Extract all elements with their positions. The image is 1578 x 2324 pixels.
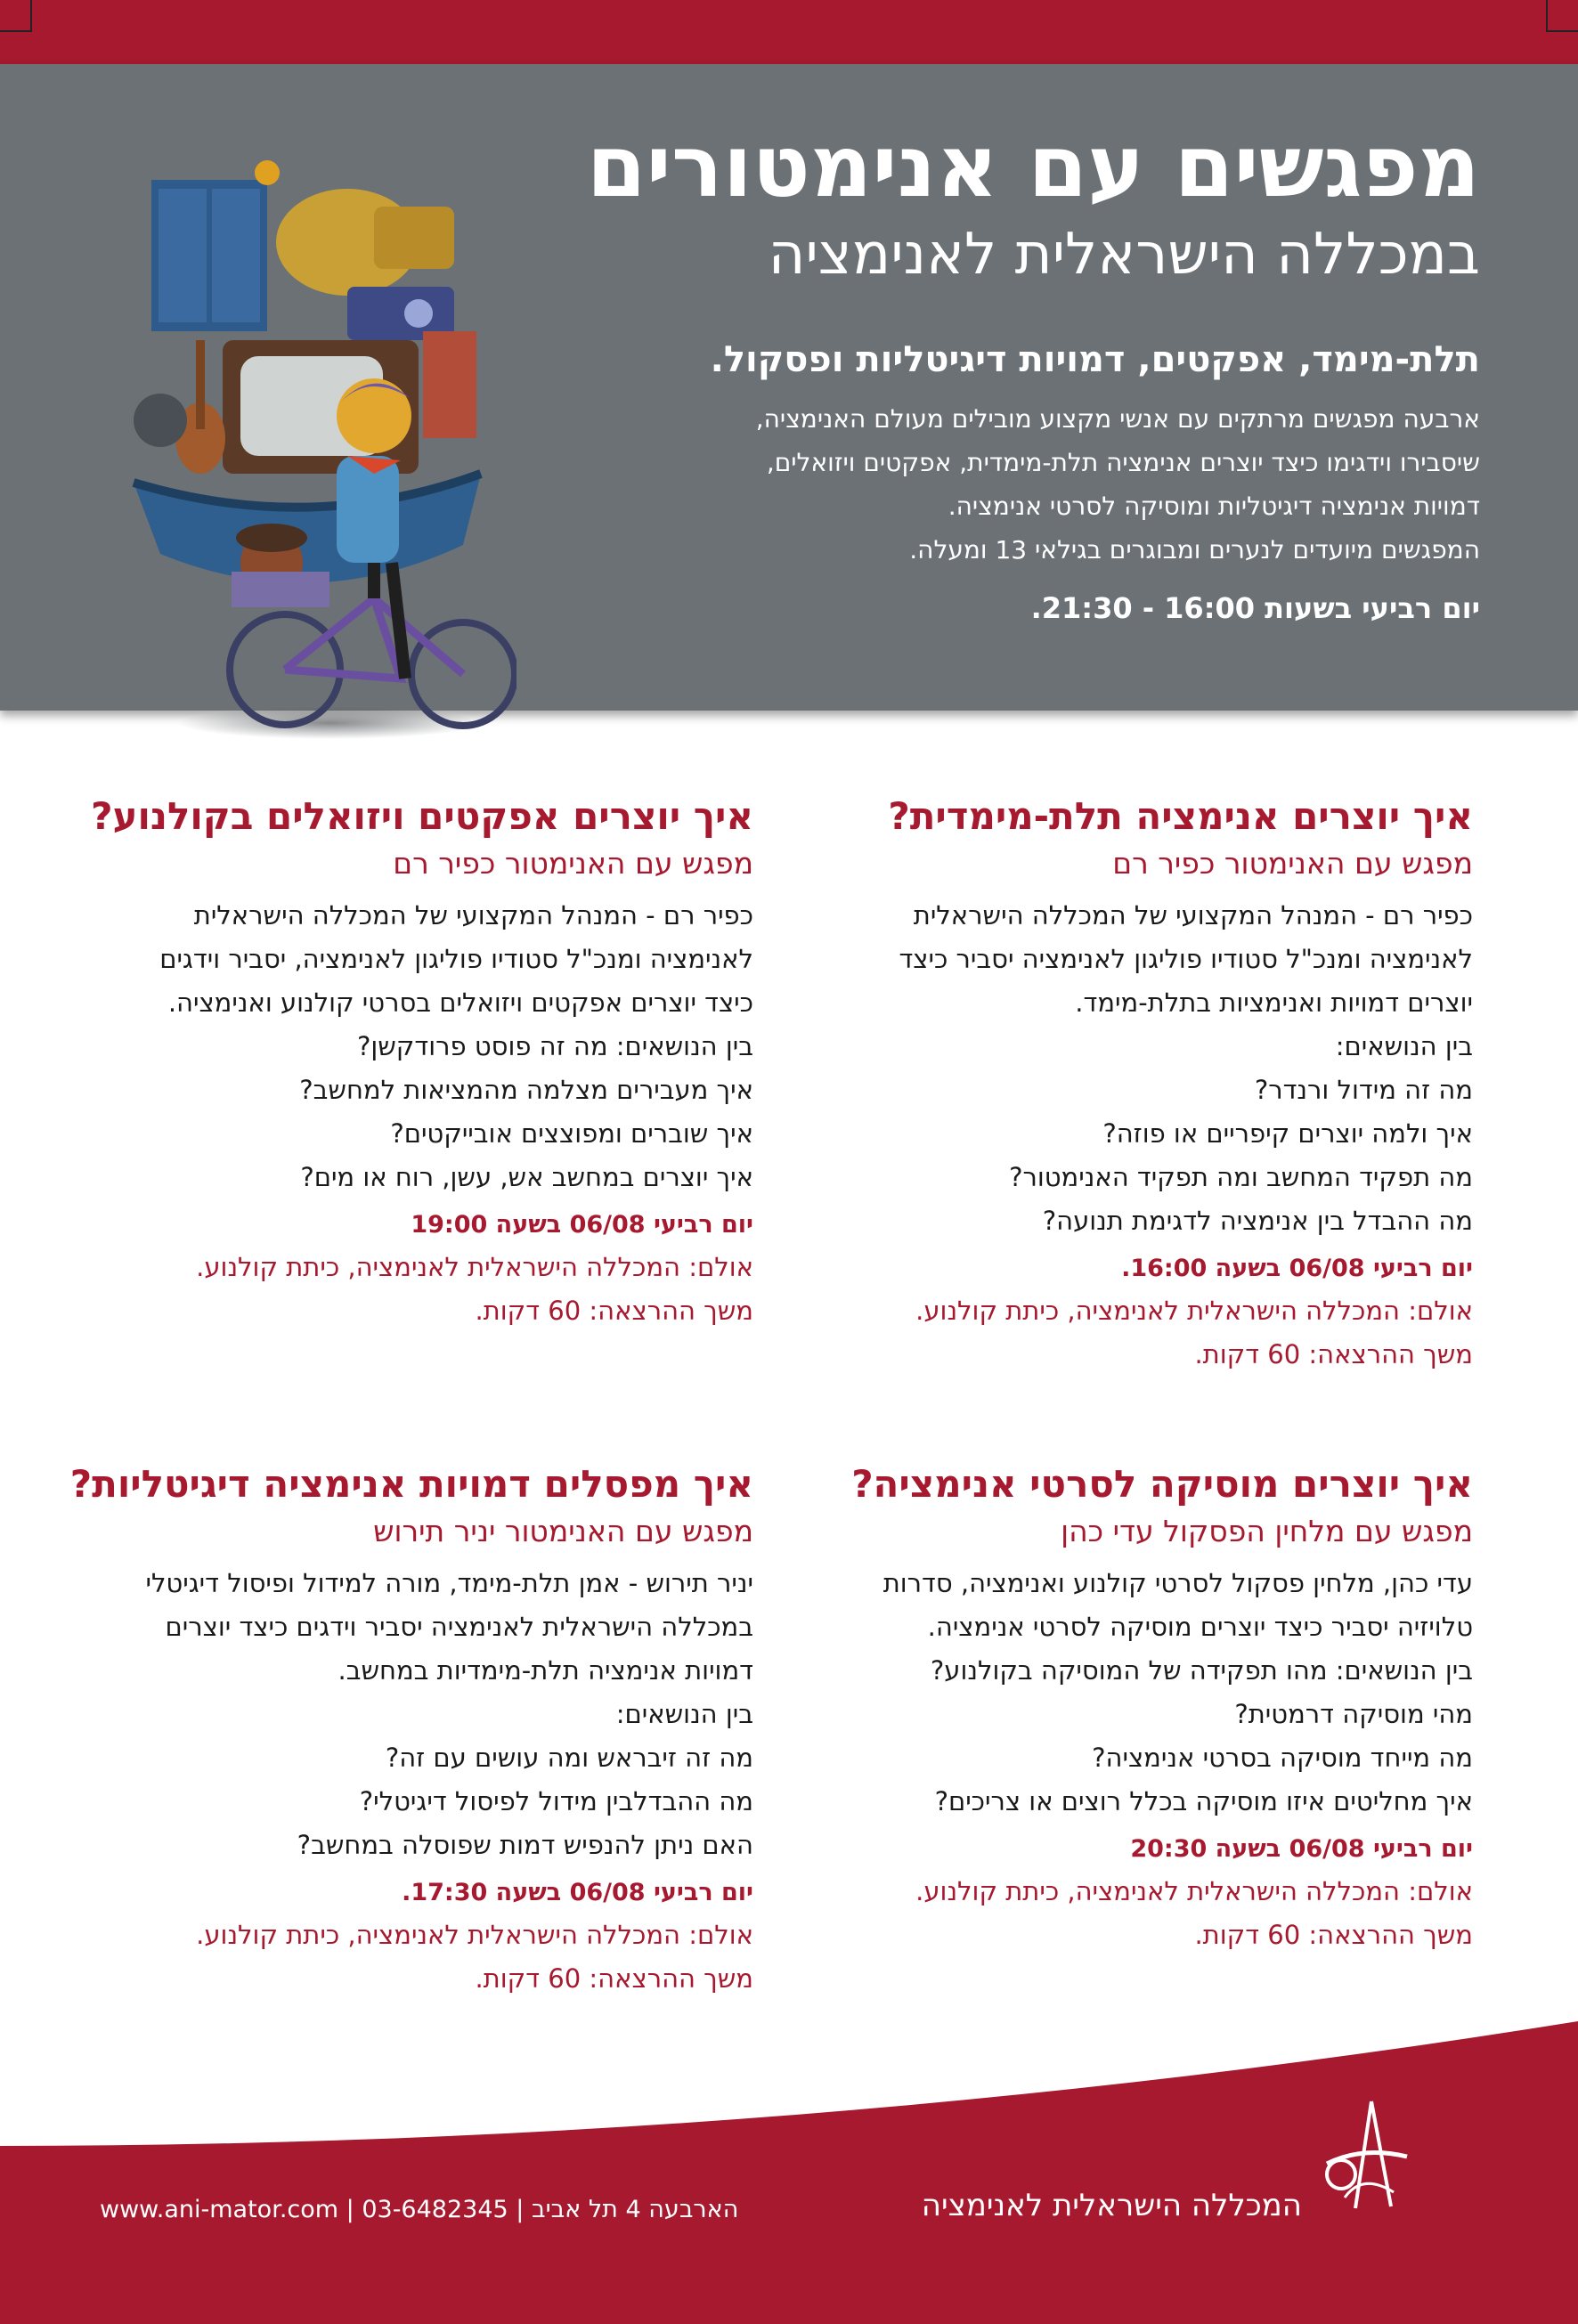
event-description-line: בין הנושאים: מה זה פוסט פרודקשן? — [356, 1031, 753, 1061]
event-description-line: לאנימציה ומנכ"ל סטודיו פוליגון לאנימציה, יסביר וידגים — [159, 944, 753, 974]
event-description-line: יוצרים דמויות ואנימציות בתלת-מימד. — [1075, 987, 1473, 1018]
hero-description-line: ארבעה מפגשים מרתקים עם אנשי מקצוע מובילים מעולם האנימציה, — [755, 404, 1480, 434]
hero-schedule: יום רביעי בשעות 16:00 - 21:30. — [1030, 591, 1480, 625]
hero-text-block — [518, 118, 1480, 630]
hero-banner — [0, 64, 1578, 711]
event-title: איך מפסלים דמויות אנימציה דיגיטליות? — [69, 1462, 753, 1506]
school-logo — [1309, 2092, 1416, 2217]
event-venue: אולם: המכללה הישראלית לאנימציה, כיתת קולנוע. — [196, 1920, 753, 1950]
event-description-line: איך שוברים ומפוצצים אובייקטים? — [390, 1118, 753, 1149]
crop-mark-top-left — [0, 0, 32, 32]
event-duration: משך ההרצאה: 60 דקות. — [1194, 1920, 1473, 1950]
event-description-line: איך מעבירים מצלמה מהמציאות למחשב? — [299, 1075, 753, 1105]
bicycle-character-illustration — [107, 153, 517, 741]
event-description-line: איך מחליטים איזו מוסיקה בכלל רוצים או צריכים? — [934, 1786, 1473, 1816]
event-title: איך יוצרים אפקטים ויזואלים בקולנוע? — [91, 794, 753, 838]
footer-school-name: המכללה הישראלית לאנימציה — [921, 2188, 1302, 2223]
event-description-line: עדי כהן, מלחין פסקול לסרטי קולנוע ואנימציה, סדרות — [883, 1568, 1473, 1598]
event-description-line: מה ההבדל בין אנימציה לדגימת תנועה? — [1042, 1206, 1473, 1236]
event-date: יום רביעי 06/08 בשעה 17:30. — [402, 1879, 753, 1906]
event-date: יום רביעי 06/08 בשעה 16:00. — [1121, 1255, 1473, 1282]
event-description-line: לאנימציה ומנכ"ל סטודיו פוליגון לאנימציה יסביר כיצד — [899, 944, 1473, 974]
top-band — [0, 0, 1578, 64]
event-duration: משך ההרצאה: 60 דקות. — [475, 1296, 753, 1326]
event-description-line: האם ניתן להנפיש דמות שפוסלה במחשב? — [297, 1830, 753, 1860]
event-duration: משך ההרצאה: 60 דקות. — [475, 1963, 753, 1994]
page-subtitle: במכללה הישראלית לאנימציה — [768, 222, 1480, 288]
event-description-line: דמויות אנימציה תלת-מימדיות במחשב. — [338, 1655, 753, 1686]
event-description-line: טלויזיה יסביר כיצד יוצרים מוסיקה לסרטי אנימציה. — [927, 1612, 1473, 1642]
event-description-line: מה תפקיד המחשב ומה תפקיד האנימטור? — [1009, 1162, 1473, 1192]
hero-description-line: המפגשים מיועדים לנערים ומבוגרים בגילאי 13 ומעלה. — [909, 535, 1480, 565]
event-description-line: במכללה הישראלית לאנימציה יסביר וידגים כיצד יוצרים — [165, 1612, 753, 1642]
event-description-line: מה ההבדלבין מידול לפיסול דיגיטלי? — [359, 1786, 753, 1816]
event-description-line: מהי מוסיקה דרמטית? — [1234, 1699, 1473, 1729]
event-host: מפגש עם האנימטור כפיר רם — [1112, 846, 1473, 881]
event-description-line: מה זה מידול ורנדר? — [1254, 1075, 1473, 1105]
hero-tagline: תלת-מימד, אפקטים, דמויות דיגיטליות ופסקול. — [710, 339, 1480, 380]
event-description-line: איך ולמה יוצרים קיפריים או פוזה? — [1102, 1118, 1473, 1149]
event-description-line: מה מייחד מוסיקה בסרטי אנימציה? — [1092, 1743, 1473, 1773]
event-description-line: כפיר רם - המנהל המקצועי של המכללה הישראלית — [193, 900, 753, 930]
event-title: איך יוצרים אנימציה תלת-מימדית? — [888, 794, 1473, 838]
event-description-line: כפיר רם - המנהל המקצועי של המכללה הישראלית — [913, 900, 1473, 930]
event-description-line: יניר תירוש - אמן תלת-מימד, מורה למידול ופיסול דיגיטלי — [145, 1568, 753, 1598]
event-date: יום רביעי 06/08 בשעה 19:00 — [411, 1211, 753, 1239]
page-title: מפגשים עם אנימטורים — [586, 117, 1480, 216]
event-description-line: בין הנושאים: — [1335, 1031, 1473, 1061]
event-host: מפגש עם האנימטור כפיר רם — [393, 846, 753, 881]
event-animation-music — [787, 1460, 1473, 1957]
event-description-line: מה זה זיבראש ומה עושים עם זה? — [385, 1743, 753, 1773]
event-date: יום רביעי 06/08 בשעה 20:30 — [1130, 1835, 1473, 1863]
event-description-line: בין הנושאים: מהו תפקידה של המוסיקה בקולנוע? — [930, 1655, 1473, 1686]
event-title: איך יוצרים מוסיקה לסרטי אנימציה? — [851, 1462, 1473, 1506]
event-venue: אולם: המכללה הישראלית לאנימציה, כיתת קולנוע. — [915, 1296, 1473, 1326]
event-description-line: בין הנושאים: — [615, 1699, 753, 1729]
footer-contact-info: www.ani-mator.com | 03-6482345 | הארבעה 4 תל אביב — [100, 2196, 739, 2223]
event-visual-effects — [68, 792, 753, 1333]
event-venue: אולם: המכללה הישראלית לאנימציה, כיתת קולנוע. — [915, 1876, 1473, 1906]
event-description-line: כיצד יוצרים אפקטים ויזואלים בסרטי קולנוע ואנימציה. — [167, 987, 753, 1018]
event-venue: אולם: המכללה הישראלית לאנימציה, כיתת קולנוע. — [196, 1252, 753, 1282]
event-host: מפגש עם מלחין הפסקול עדי כהן — [1061, 1514, 1473, 1548]
crop-mark-top-right — [1546, 0, 1578, 32]
event-digital-sculpting — [68, 1460, 753, 2001]
hero-description-line: דמויות אנימציה דיגיטליות ומוסיקה לסרטי אנימציה. — [948, 492, 1480, 521]
event-duration: משך ההרצאה: 60 דקות. — [1194, 1339, 1473, 1369]
event-3d-animation — [787, 792, 1473, 1377]
event-description-line: איך יוצרים במחשב אש, עשן, רוח או מים? — [300, 1162, 753, 1192]
hero-description-line: שיסבירו וידגימו כיצד יוצרים אנימציה תלת-מימדית, אפקטים ויזואלים, — [766, 448, 1480, 477]
event-host: מפגש עם האנימטור יניר תירוש — [373, 1514, 753, 1548]
